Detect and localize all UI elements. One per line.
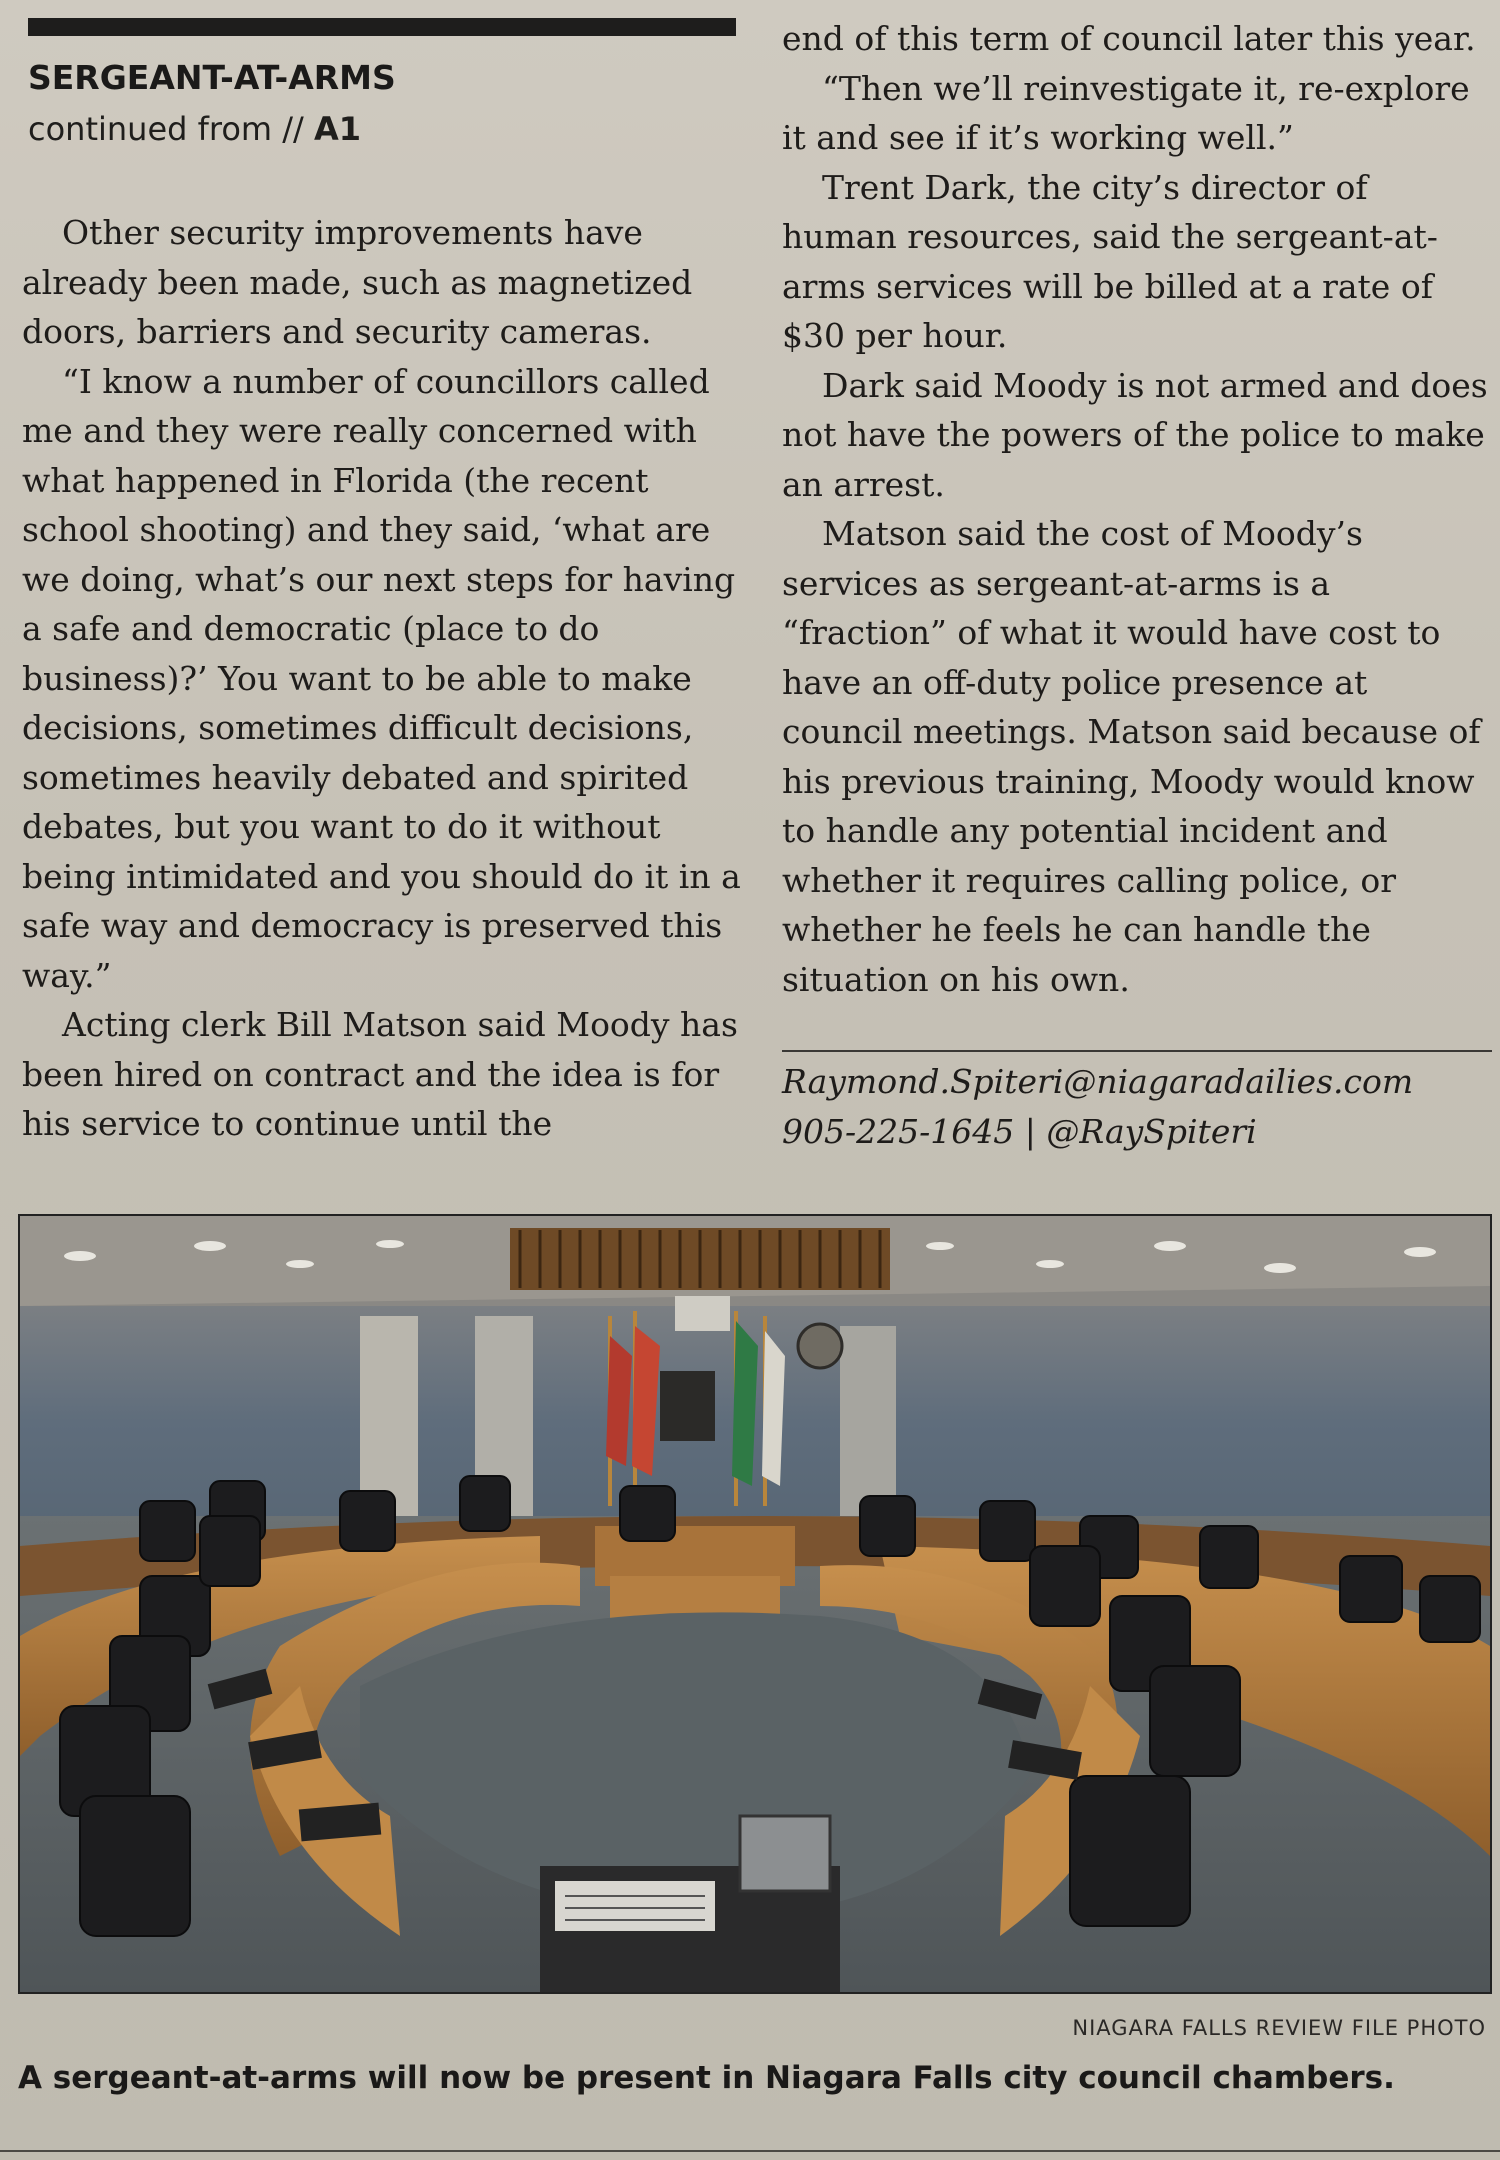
photo-credit: NIAGARA FALLS REVIEW FILE PHOTO (1072, 2016, 1486, 2040)
paragraph: end of this term of council later this year. (782, 19, 1476, 58)
author-email: Raymond.Spiteri@niagaradailies.com (782, 1062, 1414, 1101)
photo-caption: A sergeant-at-arms will now be present in Niagara Falls city council chambers. (18, 2060, 1395, 2096)
continued-prefix: continued from // (28, 110, 314, 148)
author-phone-handle: 905-225-1645 | @RaySpiteri (782, 1112, 1257, 1151)
council-chamber-photo (18, 1214, 1492, 1994)
article-column-2 (782, 14, 1492, 1004)
paragraph: “Then we’ll reinvestigate it, re-explore it and see if it’s working well.” (782, 68, 1470, 157)
paragraph: “I know a number of councillors called me and they were really concerned with what happened in Florida (the recent school shooting) and they said, ‘what are we doing, what’s our next steps for having a safe and democratic (place to do business)?’ You want to be able to make decisions, sometimes difficult decisions, sometimes heavily debated and spirited debates, but you want to do it without being intimidated and you should do it in a safe way and democracy is preserved this way.” (22, 361, 741, 995)
continued-page: A1 (314, 110, 362, 148)
continued-line (28, 110, 361, 148)
top-rule (28, 18, 736, 36)
paragraph: Matson said the cost of Moody’s services as sergeant-at-arms is a “fraction” of what it would have cost to have an off-duty police presence at council meetings. Matson said because of his previous training, Moody would know to handle any potential incident and whether it requires calling police, or whether he feels he can handle the situation on his own. (782, 514, 1481, 999)
bottom-rule (0, 2150, 1500, 2152)
paragraph: Acting clerk Bill Matson said Moody has been hired on contract and the idea is for his service to continue until the (22, 1005, 738, 1143)
article-column-1 (22, 208, 742, 1149)
signature-rule (782, 1050, 1492, 1052)
section-kicker: SERGEANT-AT-ARMS (28, 58, 396, 97)
paragraph: Other security improvements have already been made, such as magnetized doors, barriers and security cameras. (22, 213, 693, 351)
paragraph: Trent Dark, the city’s director of human resources, said the sergeant-at-arms services will be billed at a rate of $30 per hour. (782, 167, 1438, 355)
paragraph: Dark said Moody is not armed and does not have the powers of the police to make an arrest. (782, 365, 1488, 504)
